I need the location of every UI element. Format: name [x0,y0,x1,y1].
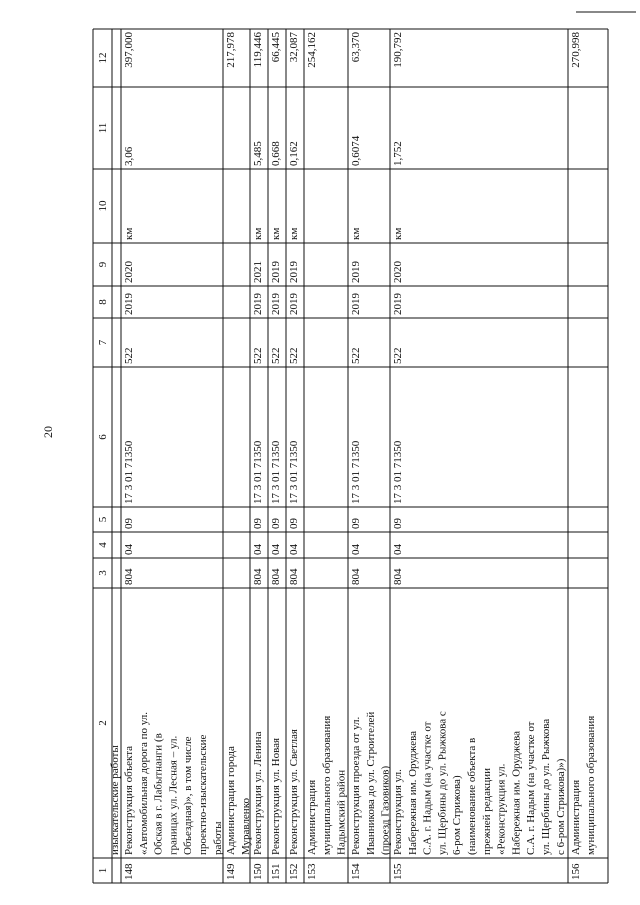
row-cell-c4: 04 [123,544,135,555]
column-header: 8 [97,299,109,305]
row-name-line: муниципального образования [320,715,333,855]
column-header: 3 [97,570,109,576]
row-cell-c9: 2019 [288,261,300,283]
row-name-line: Обская в г. Лабытнанги (в [152,733,165,855]
row-name-line: «Реконструкция ул. [495,763,508,855]
row-cell-c11: 0,668 [270,141,282,166]
column-header: 1 [97,867,109,874]
row-cell-c4: 04 [392,544,404,555]
row-cell-c11: 5,485 [252,141,264,166]
row-cell-c4: 04 [252,544,264,555]
row-name-line: Администрация [570,779,582,855]
row-cell-c8: 2019 [270,293,282,315]
row-cell-c5: 09 [288,518,300,529]
row-name-line: Реконструкция ул. [392,769,404,855]
row-name-line: Реконструкция объекта [123,745,135,855]
row-cell-c8: 2019 [288,293,300,315]
row-name-line: Надымский район [335,769,348,855]
row-cell-num: 150 [252,863,264,880]
row-cell-c6: 17 3 01 71350 [288,440,300,504]
row-cell-c7: 522 [270,347,282,364]
row-cell-num: 149 [225,863,237,880]
row-cell-c8: 2019 [392,293,404,315]
row-cell-c4: 04 [350,544,362,555]
column-header: 12 [97,52,109,64]
row-cell-num: 151 [270,863,282,880]
column-header: 7 [97,339,109,346]
row-cell-num: 148 [123,863,135,880]
row-name-line: ул. Щербины до ул. Рыжкова [540,718,552,855]
column-header: 4 [97,542,109,548]
row-cell-c9: 2019 [350,261,362,283]
row-cell-c7: 522 [123,347,135,364]
row-cell-c12: 190,792 [392,32,404,68]
row-name-line: границах ул. Лесная – ул. [167,735,180,855]
row-cell-c9: 2021 [252,261,264,283]
row-name-line: ул. Щербины до ул. Рыжкова с [436,711,449,855]
row-cell-num: 152 [288,863,300,880]
row-name-line: проектно-изыскательские [197,734,209,855]
row-cell-c7: 522 [350,347,362,364]
row-cell-c5: 09 [392,518,404,529]
row-cell-c12: 254,162 [306,32,318,68]
row-cell-c11: 0,6074 [350,135,362,166]
row-cell-c3: 804 [288,568,300,585]
row-cell-c3: 804 [270,568,282,585]
column-header: 6 [97,434,109,440]
row-name-line: Реконструкция ул. Новая [270,737,282,855]
row-name-line: Иванникова до ул. Строителей [364,711,377,855]
row-name-line: работы [211,821,224,855]
column-header: 5 [97,516,109,523]
row-cell-c11: 1,752 [392,141,404,166]
continuation-name: изыскательские работы [109,745,121,855]
row-name-line: Объездная)», в том числе [182,736,195,855]
row-name-line: Реконструкция ул. Светлая [288,729,300,855]
row-name-line: Набережная им. Оруджева [406,730,419,855]
row-cell-c5: 09 [123,518,135,529]
continuation-total: 397,000 [123,32,135,68]
row-name-line: С.А. г. Надым (на участке от [525,721,538,855]
page-number: 20 [41,426,55,438]
row-cell-c5: 09 [270,518,282,529]
row-cell-c8: 2019 [123,293,135,315]
row-name-line: с 6-ром Стрижова)») [554,758,567,855]
row-cell-c12: 270,998 [570,32,582,68]
row-cell-c6: 17 3 01 71350 [252,440,264,504]
row-name-line: муниципального образования [584,715,597,855]
row-cell-c8: 2019 [350,293,362,315]
row-cell-num: 153 [306,863,318,880]
row-name-line: Реконструкция проезда от ул. [350,716,362,855]
row-cell-c6: 17 3 01 71350 [350,440,362,504]
row-name-line: прежней редакции [480,768,493,855]
row-cell-c12: 32,087 [288,32,300,63]
row-cell-c11: 0,162 [288,141,300,166]
row-name-line: (проезд Газовиков) [379,765,392,855]
row-name-line: (наименование объекта в [466,737,478,855]
row-cell-c9: 2019 [270,261,282,283]
row-cell-c5: 09 [252,518,264,529]
row-cell-c3: 804 [350,568,362,585]
row-cell-num: 155 [392,863,404,880]
row-cell-c4: 04 [270,544,282,555]
row-cell-num: 156 [570,863,582,880]
row-name-line: Реконструкция ул. Ленина [252,731,264,855]
column-header: 11 [97,122,109,134]
row-cell-c11: 3,06 [123,146,135,166]
row-name-line: «Автомобильная дорога по ул. [137,712,150,855]
row-cell-c10: км [270,227,282,240]
data-table [93,29,608,883]
column-header: 10 [97,200,109,212]
row-cell-c7: 522 [288,347,300,364]
row-cell-c10: км [392,227,404,240]
column-header: 9 [97,261,109,268]
row-name-line: 6-ром Стрижова) [451,775,464,855]
row-cell-c9: 2020 [123,261,135,283]
row-cell-c9: 2020 [392,261,404,283]
row-cell-c3: 804 [392,568,404,585]
row-cell-c12: 217,978 [225,32,237,68]
row-cell-c10: км [123,227,135,240]
row-cell-c12: 66,445 [270,32,282,63]
row-cell-c5: 09 [350,518,362,529]
row-cell-c4: 04 [288,544,300,555]
row-cell-c12: 63,370 [350,32,362,63]
row-cell-num: 154 [350,863,362,880]
row-cell-c7: 522 [252,347,264,364]
row-name-line: Муравленко [239,798,252,855]
row-name-line: Набережная им. Оруджева [510,730,523,855]
row-cell-c10: км [350,227,362,240]
row-cell-c10: км [252,227,264,240]
row-name-line: Администрация города [225,746,237,855]
row-cell-c12: 119,446 [252,32,264,68]
row-cell-c10: км [288,227,300,240]
row-name-line: С.А. г. Надым (на участке от [421,721,434,855]
row-cell-c6: 17 3 01 71350 [392,440,404,504]
column-header: 2 [97,720,109,726]
row-cell-c8: 2019 [252,293,264,315]
row-cell-c3: 804 [123,568,135,585]
row-cell-c6: 17 3 01 71350 [270,440,282,504]
row-name-line: Администрация [306,779,318,855]
row-cell-c6: 17 3 01 71350 [123,440,135,504]
row-cell-c7: 522 [392,347,404,364]
row-cell-c3: 804 [252,568,264,585]
